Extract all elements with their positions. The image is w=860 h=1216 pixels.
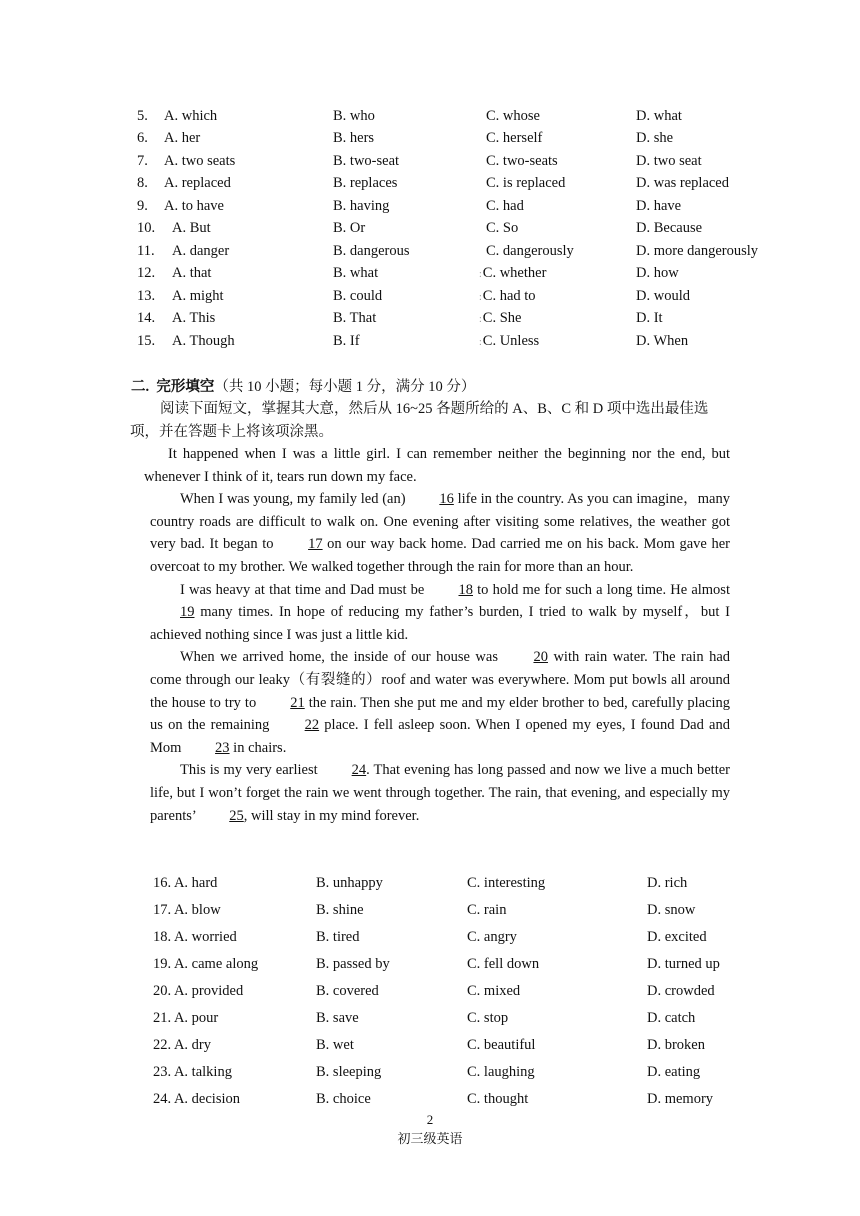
question-number: 5.: [137, 108, 148, 124]
question-row-23: [0, 1059, 860, 1086]
blank-24: 24: [351, 762, 367, 779]
question-number: 10.: [137, 220, 156, 236]
option-b: B. dangerous: [333, 243, 410, 259]
option-b: B. sleeping: [316, 1064, 382, 1080]
option-b: B. wet: [316, 1037, 354, 1053]
option-b: B. That: [333, 310, 377, 326]
option-c: C. beautiful: [467, 1037, 536, 1053]
option-c: C. had: [486, 198, 524, 214]
section-number: 二.: [131, 379, 150, 395]
question-row-24: [0, 1086, 860, 1113]
question-row-11: [0, 240, 860, 262]
option-c: C. laughing: [467, 1064, 535, 1080]
question-number: 8.: [137, 175, 148, 191]
option-a: 22. A. dry: [153, 1037, 211, 1053]
question-row-17: [0, 897, 860, 924]
option-a: 23. A. talking: [153, 1064, 232, 1080]
option-a: A. might: [172, 288, 224, 304]
option-d: D. turned up: [647, 956, 720, 972]
option-b: B. tired: [316, 929, 360, 945]
question-row-12: [0, 262, 860, 284]
option-d: D. excited: [647, 929, 707, 945]
section-heading: [131, 376, 475, 398]
passage-paragraph-1: It happened when I was a little girl. I can remember neither the beginning nor the end, but whenever I think of it, tears run down my face.: [144, 446, 730, 485]
question-number: 9.: [137, 198, 148, 214]
question-row-10: [0, 217, 860, 239]
option-c: C. dangerously: [486, 243, 574, 259]
option-b: B. having: [333, 198, 390, 214]
question-number: 13.: [137, 288, 156, 304]
option-d: D. Because: [636, 220, 703, 236]
option-b: B. save: [316, 1010, 359, 1026]
option-c: C. stop: [467, 1010, 509, 1026]
option-c: : C. She: [479, 307, 521, 331]
option-a: A. But: [172, 220, 211, 236]
option-d: D. how: [636, 265, 679, 281]
option-c: C. is replaced: [486, 175, 566, 191]
option-c: C. interesting: [467, 875, 546, 891]
section-scoring: （共 10 小题；每小题 1 分，满分 10 分）: [214, 379, 476, 395]
option-b: B. unhappy: [316, 875, 383, 891]
option-c: C. two-seats: [486, 153, 558, 169]
question-row-8: [0, 172, 860, 194]
question-number: 7.: [137, 153, 148, 169]
cloze-passage: [144, 443, 731, 827]
option-b: B. two-seat: [333, 153, 400, 169]
option-c: C. rain: [467, 902, 507, 918]
section-title: 完形填空: [156, 379, 215, 395]
question-row-7: [0, 150, 860, 172]
option-b: B. hers: [333, 130, 375, 146]
option-a: 17. A. blow: [153, 902, 221, 918]
section-instruction: 阅读下面短文，掌握其大意，然后从 16~25 各题所给的 A、B、C 和 D 项中选出最佳选项，并在答题卡上将该项涂黑。: [130, 401, 709, 440]
question-number: 11.: [137, 243, 155, 259]
option-b: B. replaces: [333, 175, 398, 191]
passage-paragraph-4: When we arrived home, the inside of our house was 20 with rain water. The rain had come through our leaky（有裂缝的）roof and water was everywhere. Mom put bowls all around the house to try to 21 the rain. Then she put me and my elder brother to bed, carefully placing us on the remaining 22 place. I fell asleep soon. When I opened my eyes, I found Dad and Mom 23 in chairs.: [150, 646, 730, 759]
option-a: A. her: [164, 130, 201, 146]
option-d: D. It: [636, 310, 663, 326]
blank-17: 17: [308, 536, 323, 553]
option-b: B. could: [333, 288, 383, 304]
blank-16: 16: [439, 491, 454, 508]
blank-18: 18: [458, 581, 473, 598]
option-d: D. eating: [647, 1064, 701, 1080]
option-c: C. fell down: [467, 956, 540, 972]
option-d: D. broken: [647, 1037, 705, 1053]
option-d: D. two seat: [636, 153, 702, 169]
option-d: D. she: [636, 130, 674, 146]
option-b: B. Or: [333, 220, 366, 236]
question-row-16: [0, 870, 860, 897]
option-a: 24. A. decision: [153, 1091, 240, 1107]
option-c: C. So: [486, 220, 519, 236]
passage-paragraph-3: I was heavy at that time and Dad must be 18 to hold me for such a long time. He almost 19 many times. In hope of reducing my father’s burden, I tried to walk by myself，but I achieved nothing since I was just a little kid.: [150, 579, 730, 647]
option-d: D. memory: [647, 1091, 714, 1107]
option-b: B. shine: [316, 902, 364, 918]
option-d: D. more dangerously: [636, 243, 759, 259]
question-row-5: [0, 105, 860, 127]
page-number: 2: [426, 1112, 434, 1127]
question-row-14: [0, 307, 860, 329]
option-a: A. which: [164, 108, 218, 124]
option-b: B. passed by: [316, 956, 390, 972]
option-c: C. whose: [486, 108, 540, 124]
blank-19: 19: [180, 604, 195, 621]
option-a: A. danger: [172, 243, 230, 259]
option-b: B. covered: [316, 983, 379, 999]
blank-21: 21: [290, 694, 305, 711]
question-row-20: [0, 978, 860, 1005]
option-a: A. replaced: [164, 175, 231, 191]
option-a: 16. A. hard: [153, 875, 218, 891]
option-c: : C. had to: [479, 285, 536, 309]
question-row-21: [0, 1005, 860, 1032]
question-row-22: [0, 1032, 860, 1059]
option-d: D. what: [636, 108, 682, 124]
question-row-13: [0, 285, 860, 307]
option-a: A. to have: [164, 198, 224, 214]
option-a: A. two seats: [164, 153, 236, 169]
question-row-18: [0, 924, 860, 951]
passage-paragraph-5: This is my very earliest 24. That evening has long passed and now we live a much better life, but I won’t forget the rain we went through together. The rain, that evening, and especially my parents’ 25, will stay in my mind forever.: [150, 759, 730, 827]
option-c: : C. whether: [479, 262, 546, 286]
option-a: A. This: [172, 310, 216, 326]
option-d: D. When: [636, 333, 689, 349]
question-row-9: [0, 195, 860, 217]
option-a: 21. A. pour: [153, 1010, 219, 1026]
option-d: D. snow: [647, 902, 696, 918]
option-c: C. herself: [486, 130, 543, 146]
blank-20: 20: [533, 649, 548, 666]
question-row-19: [0, 951, 860, 978]
option-d: D. rich: [647, 875, 688, 891]
option-b: B. choice: [316, 1091, 371, 1107]
option-c: C. mixed: [467, 983, 521, 999]
option-d: D. crowded: [647, 983, 715, 999]
option-d: D. catch: [647, 1010, 696, 1026]
option-a: 19. A. came along: [153, 956, 259, 972]
option-b: B. who: [333, 108, 375, 124]
question-number: 14.: [137, 310, 156, 326]
option-d: D. was replaced: [636, 175, 729, 191]
question-number: 12.: [137, 265, 156, 281]
blank-22: 22: [304, 717, 320, 734]
option-c: C. angry: [467, 929, 517, 945]
option-d: D. would: [636, 288, 690, 304]
question-row-6: [0, 127, 860, 149]
question-number: 6.: [137, 130, 148, 146]
option-a: 18. A. worried: [153, 929, 237, 945]
blank-23: 23: [215, 739, 230, 756]
option-a: A. Though: [172, 333, 235, 349]
option-a: 20. A. provided: [153, 983, 244, 999]
option-b: B. what: [333, 265, 379, 281]
footer-label: 初三级英语: [397, 1131, 463, 1146]
question-row-15: [0, 330, 860, 352]
question-number: 15.: [137, 333, 156, 349]
option-c: C. thought: [467, 1091, 529, 1107]
option-a: A. that: [172, 265, 212, 281]
passage-paragraph-2: When I was young, my family led (an) 16 life in the country. As you can imagine，many country roads are difficult to walk on. One evening after visiting some relatives, the weather got very bad. It began to 17 on our way back home. Dad carried me on his back. Mom gave her overcoat to my brother. We walked together through the rain for more than an hour.: [150, 488, 730, 578]
option-b: B. If: [333, 333, 360, 349]
option-c: : C. Unless: [479, 330, 539, 354]
option-d: D. have: [636, 198, 682, 214]
blank-25: 25: [229, 807, 244, 824]
